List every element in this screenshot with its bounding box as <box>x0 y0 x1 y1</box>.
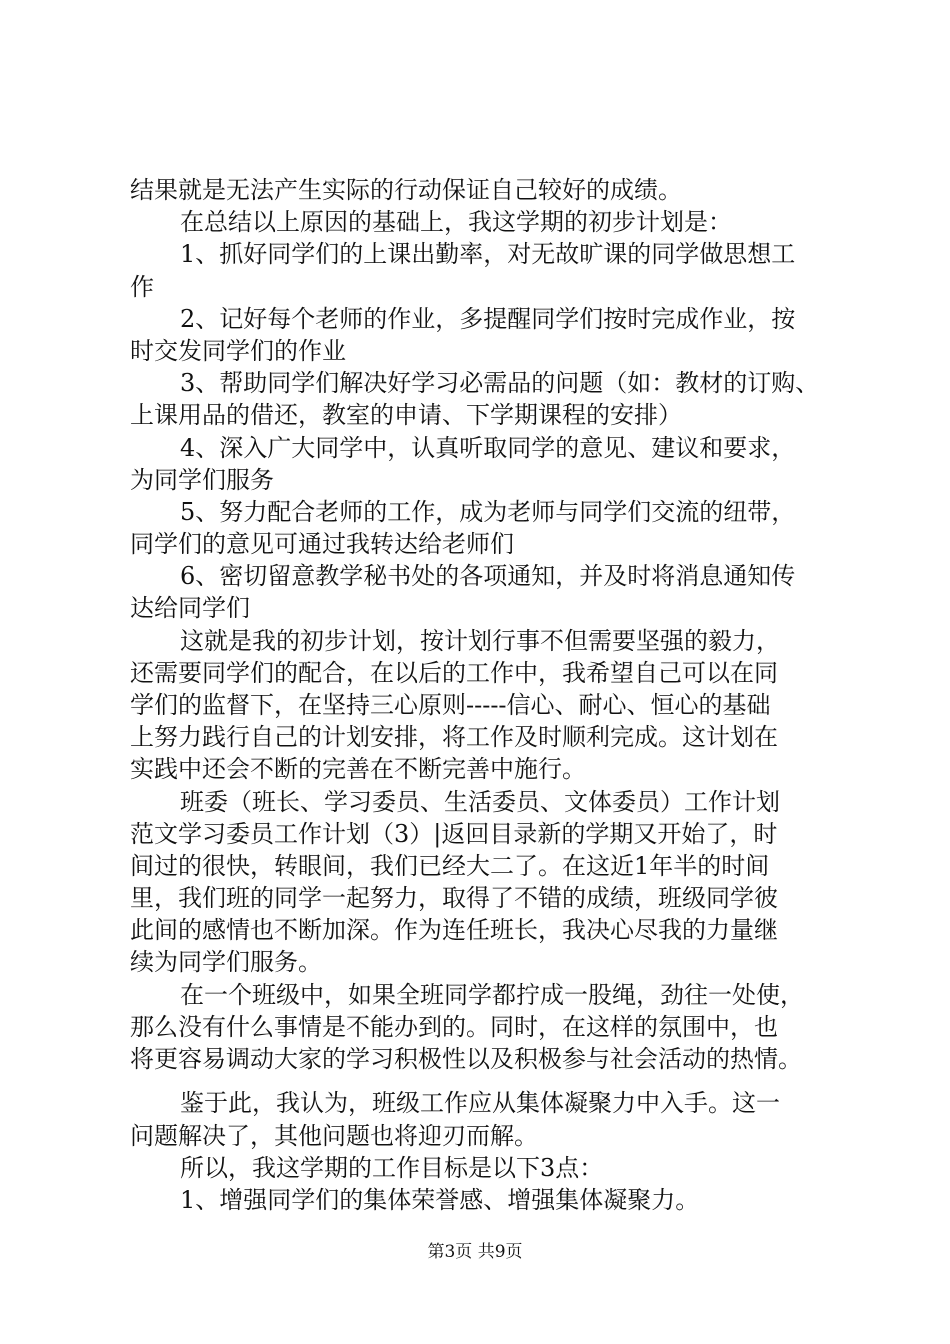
text-line-2: 在总结以上原因的基础上，我这学期的初步计划是： <box>180 208 732 236</box>
text-line-25: 续为同学们服务。 <box>130 948 322 976</box>
text-line-31: 所以，我这学期的工作目标是以下3点： <box>180 1154 604 1182</box>
text-line-10: 为同学们服务 <box>130 466 274 494</box>
text-line-28: 将更容易调动大家的学习积极性以及积极参与社会活动的热情。 <box>130 1045 802 1073</box>
text-line-11: 5、努力配合老师的工作，成为老师与同学们交流的纽带， <box>180 498 796 526</box>
text-line-23: 里，我们班的同学一起努力，取得了不错的成绩，班级同学彼 <box>130 884 778 912</box>
text-line-24: 此间的感情也不断加深。作为连任班长，我决心尽我的力量继 <box>130 916 778 944</box>
text-line-22: 间过的很快，转眼间，我们已经大二了。在这近1年半的时间 <box>130 852 770 880</box>
text-line-4: 作 <box>130 273 154 301</box>
text-line-3: 1、抓好同学们的上课出勤率，对无故旷课的同学做思想工 <box>180 240 796 268</box>
page-number-footer: 第3页 共9页 <box>427 1242 523 1262</box>
text-line-5: 2、记好每个老师的作业，多提醒同学们按时完成作业，按 <box>180 305 796 333</box>
text-line-14: 达给同学们 <box>130 594 250 622</box>
text-line-20: 班委（班长、学习委员、生活委员、文体委员）工作计划 <box>180 788 780 816</box>
text-line-7: 3、帮助同学们解决好学习必需品的问题（如：教材的订购、 <box>180 369 820 397</box>
text-line-21: 范文学习委员工作计划（3）|返回目录新的学期又开始了，时 <box>130 820 778 848</box>
text-line-13: 6、密切留意教学秘书处的各项通知，并及时将消息通知传 <box>180 562 796 590</box>
text-line-29: 鉴于此，我认为，班级工作应从集体凝聚力中入手。这一 <box>180 1089 780 1117</box>
text-line-18: 上努力践行自己的计划安排，将工作及时顺利完成。这计划在 <box>130 723 778 751</box>
text-line-30: 问题解决了，其他问题也将迎刃而解。 <box>130 1122 538 1150</box>
text-line-8: 上课用品的借还，教室的申请、下学期课程的安排） <box>130 401 682 429</box>
text-line-6: 时交发同学们的作业 <box>130 337 346 365</box>
text-line-12: 同学们的意见可通过我转达给老师们 <box>130 530 514 558</box>
text-line-16: 还需要同学们的配合，在以后的工作中，我希望自己可以在同 <box>130 659 778 687</box>
text-line-19: 实践中还会不断的完善在不断完善中施行。 <box>130 755 586 783</box>
text-line-26: 在一个班级中，如果全班同学都拧成一股绳，劲往一处使， <box>180 981 804 1009</box>
text-line-27: 那么没有什么事情是不能办到的。同时，在这样的氛围中，也 <box>130 1013 778 1041</box>
text-line-15: 这就是我的初步计划，按计划行事不但需要坚强的毅力， <box>180 627 780 655</box>
text-line-1: 结果就是无法产生实际的行动保证自己较好的成绩。 <box>130 176 682 204</box>
text-line-17: 学们的监督下，在坚持三心原则-----信心、耐心、恒心的基础 <box>130 691 771 719</box>
text-line-9: 4、深入广大同学中，认真听取同学的意见、建议和要求， <box>180 434 796 462</box>
text-line-32: 1、增强同学们的集体荣誉感、增强集体凝聚力。 <box>180 1186 700 1214</box>
